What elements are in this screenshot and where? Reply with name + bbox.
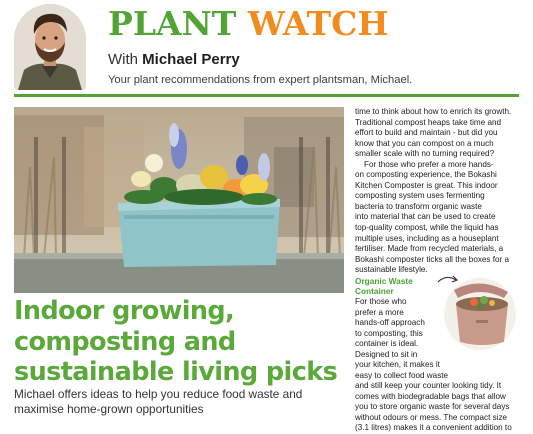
article-standfirst (14, 387, 349, 417)
byline (108, 51, 240, 69)
product-line: to composting, this (355, 328, 423, 338)
body-line: Traditional compost heaps take time and (355, 117, 502, 127)
author-name: Michael Perry (142, 51, 240, 68)
body-line: know that you can compost on a much (355, 138, 494, 148)
body-line: on composting experience, the Bokashi (355, 170, 497, 180)
body-line: effort to build and maintain - but did you (355, 128, 498, 138)
product-line: (3.1 litres) makes it a convenient addition to (355, 423, 512, 433)
product-line: your kitchen, it makes it (355, 360, 440, 370)
byline-prefix: With (108, 51, 138, 68)
body-line: top-quality compost, while the liquid has (355, 223, 499, 233)
product-text-body (355, 339, 521, 434)
product-line: easy to collect food waste (355, 370, 449, 380)
body-line: sustainable lifestyle. (355, 265, 428, 275)
product-line: hands-off approach (355, 318, 425, 328)
product-line: For those who (355, 297, 407, 306)
title-plant: PLANT (108, 4, 237, 43)
body-line: For those who prefer a more hands- (364, 159, 494, 169)
compost-bin-image (430, 270, 522, 352)
author-portrait (14, 4, 86, 90)
waste-container-photo (430, 270, 522, 352)
headline-line: sustainable living picks (14, 357, 338, 387)
body-line: fertiliser. Made from recycled materials, a (355, 244, 504, 254)
body-line: Kitchen Composter is great. This indoor (355, 180, 498, 190)
product-heading-line: Container (355, 286, 394, 296)
body-line: Bokashi composter ticks all the boxes for a (355, 254, 509, 264)
product-line: comes with biodegradable bags that allow (355, 391, 506, 401)
body-line: smaller scale with no turning required? (355, 149, 495, 159)
body-line: into material that can be used to create (355, 212, 496, 222)
product-line: you to store organic waste for several days (355, 402, 510, 412)
product-heading (355, 276, 435, 296)
author-portrait-image (14, 4, 86, 90)
title-watch: WATCH (247, 4, 389, 43)
window-box-photo (14, 107, 344, 293)
product-line: prefer a more (355, 307, 404, 317)
body-line: time to think about how to enrich its growth. (355, 107, 512, 116)
product-text-intro (355, 297, 435, 339)
article-body (355, 107, 521, 276)
headline-line: composting and (14, 326, 236, 357)
product-line: without odours or mess. The compact size (355, 412, 508, 422)
body-line: composting system uses fermenting (355, 191, 485, 201)
article-headline (14, 296, 344, 388)
product-line: Designed to sit in (355, 349, 418, 359)
column-title (108, 6, 389, 42)
tagline: Your plant recommendations from expert plantsman, Michael. (108, 74, 413, 86)
product-line: and still keep your counter looking tidy. It (355, 381, 502, 391)
product-heading-line: Organic Waste (355, 276, 413, 286)
body-line: bacteria to transform organic waste (355, 201, 482, 211)
standfirst-line: maximise home-grown opportunities (14, 402, 204, 416)
article-photo (14, 107, 344, 293)
standfirst-line: Michael offers ideas to help you reduce food waste and (14, 387, 303, 401)
header-divider (14, 94, 519, 97)
product-line: container is ideal. (355, 339, 419, 348)
body-line: multiple uses, including as a houseplant (355, 233, 499, 243)
headline-line: Indoor growing, (14, 296, 235, 326)
